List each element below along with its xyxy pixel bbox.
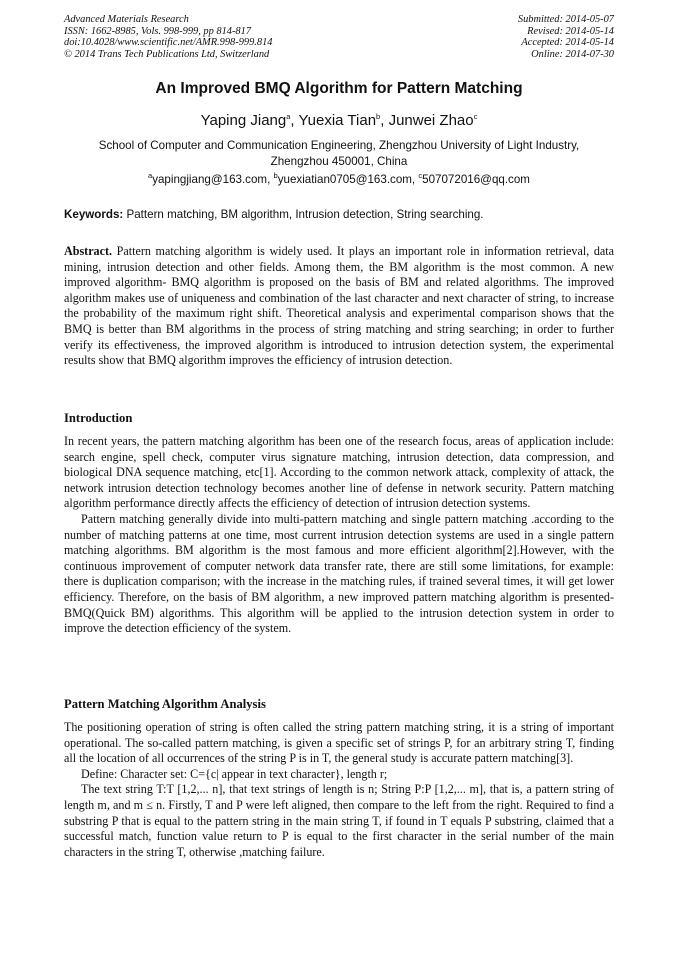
- abstract-label: Abstract.: [64, 244, 113, 258]
- paragraph: The text string T:T [1,2,... n], that text strings of length is n; String P:P [1,2,... m], that is, a pattern string of length m, and m ≤ n. Firstly, T and P were left aligned, then compare to the left from the right. Required to find a substring P that is equal to the pattern string in the main string T, if found in T equals P substring, claimed that a successful match, function value return to P is equal to the first character in the serial number of the main characters in the string T, otherwise ,matching failure.: [64, 782, 614, 859]
- journal-name: Advanced Materials Research: [64, 14, 189, 25]
- copyright-line: © 2014 Trans Tech Publications Ltd, Switzerland: [64, 48, 270, 60]
- publication-dates: [518, 14, 614, 60]
- paragraph: In recent years, the pattern matching algorithm has been one of the research focus, areas of application include: search engine, spell check, computer virus signature matching, intrusion detection, data compression, and biological DNA sequence matching, etc[1]. According to the common network attack, complexity of attack, the network intrusion detection technology becomes another line of defense in network security. Pattern matching algorithm performance directly affects the efficiency of detection of intrusion detection systems.: [64, 434, 614, 511]
- author-superscript: c: [473, 112, 478, 121]
- email-superscript: c: [418, 171, 423, 181]
- affiliation-line: Zhengzhou 450001, China: [270, 155, 408, 168]
- analysis-body: [64, 720, 614, 860]
- email-superscript: b: [273, 171, 278, 181]
- journal-info: [64, 14, 272, 60]
- author-name: Junwei Zhao: [388, 112, 474, 129]
- email-address: yapingjiang@163.com,: [152, 173, 274, 186]
- online-date: Online: 2014-07-30: [531, 48, 614, 60]
- introduction-body: [64, 434, 614, 637]
- accepted-date: Accepted: 2014-05-14: [521, 37, 614, 49]
- abstract-text: Pattern matching algorithm is widely used. It plays an important role in information retrieval, data mining, intrusion detection and other fields. Among them, the BM algorithm is the most common. A new improved algorithm- BMQ algorithm is proposed on the basis of BM and related algorithms. The improved algorithm makes use of uniqueness and combination of the last character and next character of string, to increase the probability of the maximum right shift. Theoretical analysis and experimental comparison shows that the BMQ is better than BM algorithms in the process of string matching and string searching; in order to further verify its effectiveness, the improved algorithm is introduced to intrusion detection system, the experimental results show that BMQ algorithm improves the efficiency of intrusion detection.: [64, 244, 614, 368]
- author-list: [0, 112, 678, 129]
- revised-date: Revised: 2014-05-14: [527, 25, 614, 37]
- section-heading-introduction: Introduction: [64, 411, 133, 425]
- author-name: Yaping Jiang: [200, 112, 287, 129]
- author-superscript: b: [376, 112, 381, 121]
- abstract: [64, 244, 614, 369]
- email-address: yuexiatian0705@163.com,: [277, 173, 419, 186]
- affiliation: [64, 138, 614, 170]
- doi-line: doi:10.4028/www.scientific.net/AMR.998-999.814: [64, 37, 273, 49]
- submitted-date: Submitted: 2014-05-07: [517, 14, 614, 25]
- author-name: Yuexia Tian: [298, 112, 377, 129]
- keywords-label: Keywords:: [64, 208, 124, 221]
- email-superscript: a: [148, 171, 153, 181]
- author-superscript: a: [286, 112, 291, 121]
- email-address: 507072016@qq.com: [422, 173, 530, 186]
- paragraph: Define: Character set: C={c| appear in text character}, length r;: [81, 766, 388, 781]
- paragraph: Pattern matching generally divide into multi-pattern matching and single pattern matching .according to the number of matching patterns at one time, most current intrusion detection systems are used in a single pattern matching algorithms. BM algorithm is the most famous and more efficient algorithm[2].However, with the continuous improvement of computer network data transfer rate, there are still some limitations, for example: there is duplication comparison; with the increase in the matching rules, if trained several times, it will get lower efficiency. Therefore, on the basis of BM algorithm, a new improved pattern matching algorithm is presented-BMQ(Quick BM) algorithms. This algorithm will be applied to the intrusion detection system in order to improve the detection efficiency of the system.: [64, 511, 614, 636]
- email-list: [0, 173, 678, 186]
- paper-title: An Improved BMQ Algorithm for Pattern Matching: [155, 80, 523, 97]
- author-separator: ,: [380, 112, 389, 129]
- author-separator: ,: [290, 112, 299, 129]
- section-heading-analysis: Pattern Matching Algorithm Analysis: [64, 697, 266, 711]
- issn-line: ISSN: 1662-8985, Vols. 998-999, pp 814-817: [64, 25, 252, 37]
- keywords-text: Pattern matching, BM algorithm, Intrusion detection, String searching.: [123, 208, 484, 221]
- paragraph: The positioning operation of string is often called the string pattern matching string, it is a string of important operational. The so-called pattern matching, is given a specific set of strings P, for an arbitrary string T, finding all the location of all occurrences of the string P is in T, the general study is accurate pattern matching[3].: [64, 720, 614, 766]
- affiliation-line: School of Computer and Communication Engineering, Zhengzhou University of Light Industry,: [98, 139, 580, 152]
- keywords: [64, 208, 614, 221]
